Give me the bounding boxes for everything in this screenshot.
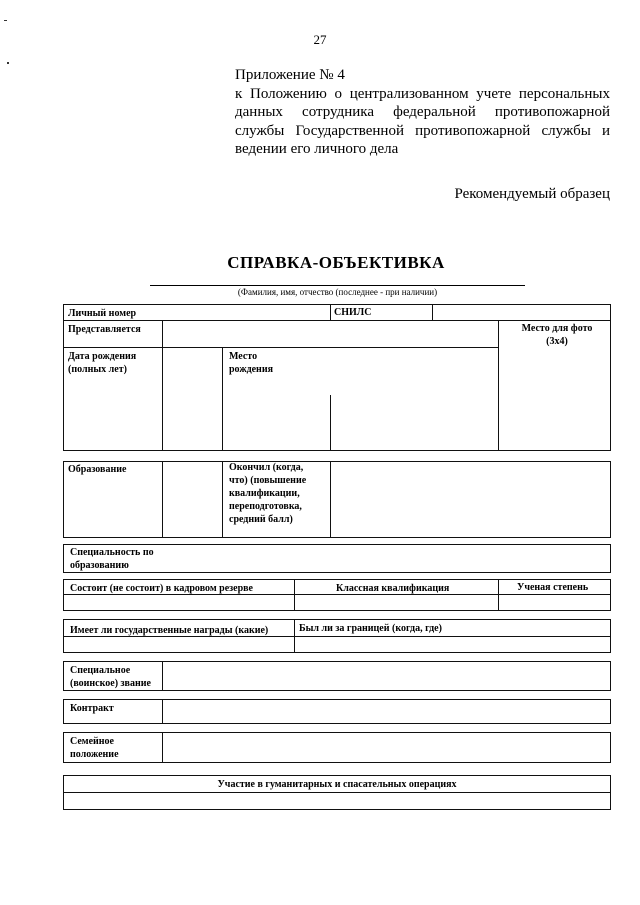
form-row-line [63,347,498,348]
degree-label: Ученая степень [517,582,589,593]
form-row-line [63,762,611,763]
graduated-label: Окончил (когда, что) (повышение квалификации, переподготовка, средний балл) [229,462,307,525]
form-left-border [63,661,64,690]
specialty-label: Специальность по образованию [70,547,154,571]
form-right-border [610,544,611,572]
form-left-border [63,304,64,450]
birth-place-label: Место рождения [229,351,273,375]
form-col-line [330,461,331,537]
form-right-border [610,304,611,450]
operations-label: Участие в гуманитарных и спасательных операциях [217,779,457,790]
form-col-line [222,347,223,450]
form-right-border [610,461,611,537]
form-right-border [610,579,611,610]
form-left-border [63,699,64,723]
scan-margin-marks [3,20,11,80]
form-row-line [63,723,611,724]
full-name-caption: (Фамилия, имя, отчество (последнее - при наличии) [237,287,438,297]
snils-label: СНИЛС [334,307,372,318]
form-col-line [162,461,163,537]
document-title: СПРАВКА-ОБЪЕКТИВКА [227,253,445,272]
form-right-border [610,699,611,723]
form-right-border [610,619,611,652]
form-col-line [162,661,163,690]
form-row-line [63,619,611,620]
form-col-line [162,699,163,723]
appendix-text: к Положению о централизованном учете персональных данных сотрудника федеральной противопожарной службы Государственной противопожарной службы и ведении его личного дела [235,85,610,157]
form-row-line [63,537,611,538]
birth-date-label: Дата рождения (полных лет) [68,351,137,375]
form-row-line [63,461,611,462]
form-row-line [63,544,611,545]
photo-label: Место для фото (3x4) [521,323,593,347]
education-label: Образование [68,464,127,475]
page-number: 27 [313,32,327,47]
appendix-block [235,66,610,159]
form-row-line [63,699,611,700]
form-row-line [63,732,611,733]
presented-label: Представляется [68,324,141,335]
form-row-line [63,572,611,573]
form-top-border [63,304,611,305]
form-row-line [63,775,611,776]
form-col-line [162,732,163,762]
form-left-border [63,579,64,610]
form-col-line [498,579,499,610]
reserve-label: Состоит (не состоит) в кадровом резерве [70,583,253,594]
form-row-line [63,809,611,810]
recommended-sample-label: Рекомендуемый образец [454,186,610,202]
contract-label: Контракт [70,703,114,714]
form-row-line [63,579,611,580]
form-row-line [63,610,611,611]
form-col-line [162,320,163,450]
family-label: Семейное положение [70,736,119,760]
rank-label: Специальное (воинское) звание [70,665,151,689]
appendix-title: Приложение № 4 [235,67,345,83]
form-col-line [294,619,295,652]
form-row-line [63,661,611,662]
personal-number-label: Личный номер [68,308,137,319]
form-right-border [610,732,611,762]
snils-value-divider [432,304,433,320]
form-row-line [63,450,611,451]
form-row-line [63,320,611,321]
form-row-line [63,652,611,653]
full-name-line [150,285,525,286]
qualification-label: Классная квалификация [336,583,450,594]
form-col-line [330,395,331,450]
form-row-line [63,792,611,793]
snils-divider [330,304,331,320]
form-left-border [63,732,64,762]
form-col-line [294,579,295,610]
form-left-border [63,461,64,537]
form-right-border [610,661,611,690]
form-col-line [222,461,223,537]
form-left-border [63,544,64,572]
form-row-line [63,690,611,691]
form-left-border [63,619,64,652]
abroad-label: Был ли за границей (когда, где) [299,623,442,634]
awards-label: Имеет ли государственные награды (какие) [70,625,269,636]
photo-col-line [498,320,499,450]
